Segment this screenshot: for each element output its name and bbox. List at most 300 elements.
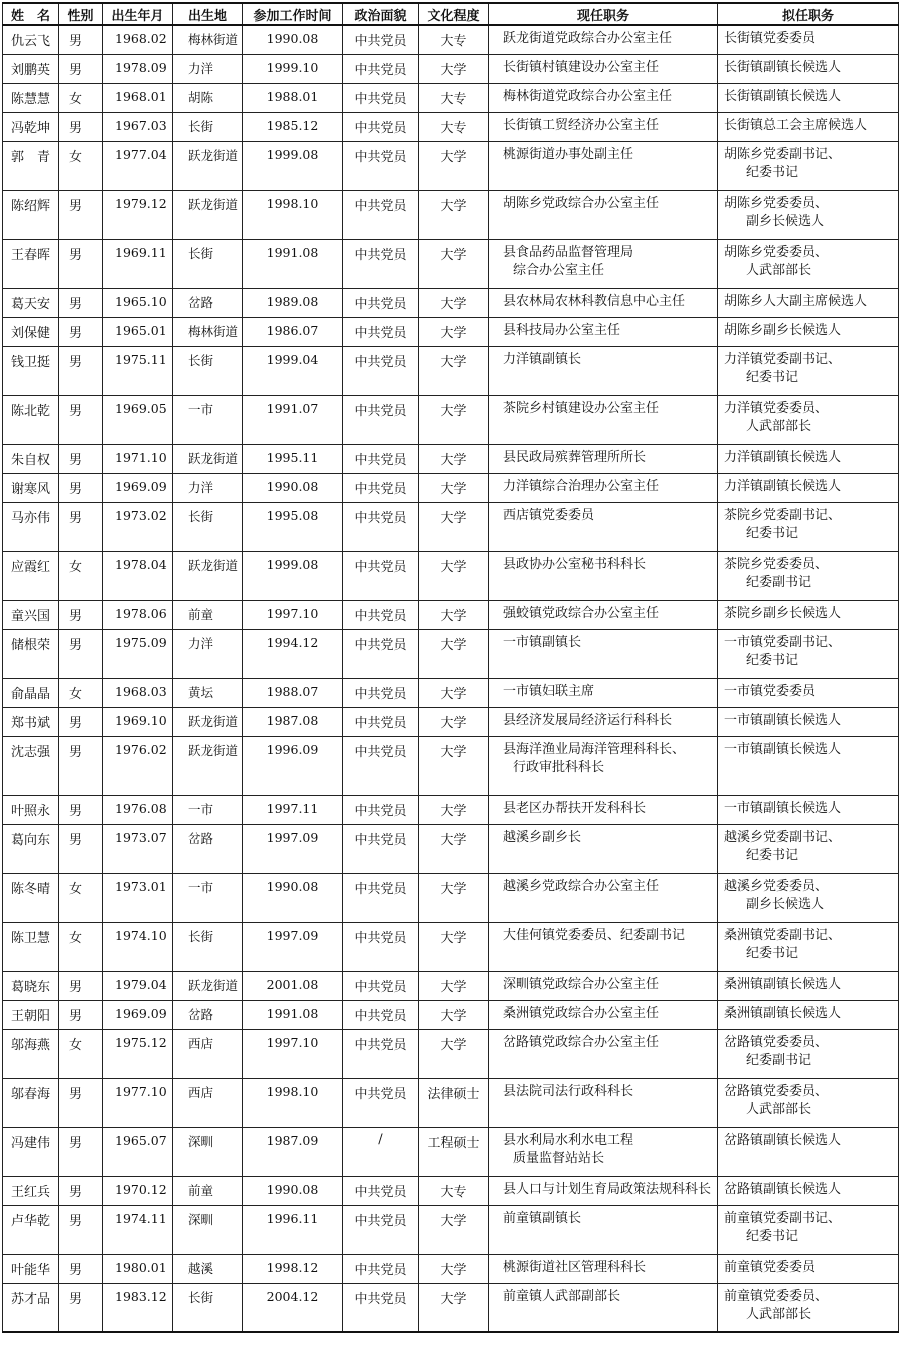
sex-cell: 女 (59, 141, 103, 190)
current-position-cell (489, 1205, 718, 1254)
position-line: 一市镇党委副书记、 (724, 634, 842, 650)
position-line: 力洋镇党委委员、 (724, 400, 829, 416)
position-line: 胡陈乡党委委员、 (724, 244, 829, 260)
position-line: 力洋镇副镇长候选人 (724, 478, 842, 494)
work-start-cell: 1995.11 (243, 444, 343, 473)
position-line: 县人口与计划生育局政策法规科科长 (503, 1181, 712, 1197)
proposed-position-cell (718, 678, 899, 707)
position-line: 县科技局办公室主任 (503, 322, 621, 338)
birthplace-cell: 前童 (173, 1176, 243, 1205)
political-status-cell: 中共党员 (343, 317, 419, 346)
sex-cell: 女 (59, 922, 103, 971)
education-cell: 大学 (419, 190, 489, 239)
position-line: 县老区办帮扶开发科科长 (503, 800, 647, 816)
name-cell: 钱卫挺 (3, 346, 59, 395)
table-row (3, 551, 899, 600)
proposed-position-cell (718, 25, 899, 54)
proposed-position-cell (718, 971, 899, 1000)
birth-date-cell: 1974.11 (103, 1205, 173, 1254)
education-cell: 大学 (419, 502, 489, 551)
birthplace-cell: 黄坛 (173, 678, 243, 707)
proposed-position-cell (718, 83, 899, 112)
political-status-cell: 中共党员 (343, 83, 419, 112)
birth-date-cell: 1968.03 (103, 678, 173, 707)
name-cell: 冯乾坤 (3, 112, 59, 141)
work-start-cell: 1989.08 (243, 288, 343, 317)
political-status-cell: 中共党员 (343, 112, 419, 141)
position-line: 桑洲镇党政综合办公室主任 (503, 1005, 660, 1021)
table-row (3, 1000, 899, 1029)
position-line: 茶院乡副乡长候选人 (724, 605, 842, 621)
sex-cell: 女 (59, 551, 103, 600)
political-status-cell: 中共党员 (343, 1029, 419, 1078)
position-line: 深甽镇党政综合办公室主任 (503, 976, 660, 992)
position-line: 人武部部长 (746, 262, 812, 278)
political-status-cell: 中共党员 (343, 629, 419, 678)
work-start-cell: 1988.01 (243, 83, 343, 112)
education-cell: 大专 (419, 112, 489, 141)
current-position-cell (489, 678, 718, 707)
position-line: 胡陈乡党委副书记、 (724, 146, 842, 162)
position-line: 县水利局水利水电工程 (503, 1132, 634, 1148)
sex-cell: 男 (59, 600, 103, 629)
birth-date-cell: 1979.04 (103, 971, 173, 1000)
birth-date-cell: 1976.08 (103, 795, 173, 824)
position-line: 前童镇副镇长 (503, 1210, 582, 1226)
position-line: 一市镇妇联主席 (503, 683, 595, 699)
table-row (3, 473, 899, 502)
table-row (3, 1254, 899, 1283)
political-status-cell: 中共党员 (343, 736, 419, 795)
proposed-position-cell (718, 736, 899, 795)
political-status-cell: 中共党员 (343, 54, 419, 83)
political-status-cell: 中共党员 (343, 190, 419, 239)
work-start-cell: 1986.07 (243, 317, 343, 346)
table-body (3, 25, 899, 1332)
table-row (3, 600, 899, 629)
name-cell: 沈志强 (3, 736, 59, 795)
sex-cell: 男 (59, 444, 103, 473)
education-cell: 大学 (419, 288, 489, 317)
table-row (3, 141, 899, 190)
education-cell: 大专 (419, 83, 489, 112)
header-row (3, 3, 899, 25)
current-position-cell (489, 473, 718, 502)
position-line: 茶院乡村镇建设办公室主任 (503, 400, 660, 416)
proposed-position-cell (718, 707, 899, 736)
birth-date-cell: 1969.09 (103, 1000, 173, 1029)
table-row (3, 190, 899, 239)
work-start-cell: 1999.04 (243, 346, 343, 395)
current-position-cell (489, 736, 718, 795)
proposed-position-cell (718, 239, 899, 288)
education-cell: 大学 (419, 678, 489, 707)
work-start-cell: 2004.12 (243, 1283, 343, 1332)
current-position-cell (489, 600, 718, 629)
political-status-cell: 中共党员 (343, 824, 419, 873)
proposed-position-cell (718, 502, 899, 551)
name-cell: 朱自权 (3, 444, 59, 473)
proposed-position-cell (718, 795, 899, 824)
birthplace-cell: 跃龙街道 (173, 736, 243, 795)
name-cell: 俞晶晶 (3, 678, 59, 707)
birthplace-cell: 胡陈 (173, 83, 243, 112)
proposed-position-cell (718, 1029, 899, 1078)
position-line: 人武部部长 (746, 1306, 812, 1322)
proposed-position-cell (718, 288, 899, 317)
education-cell: 大学 (419, 1000, 489, 1029)
position-line: 茶院乡党委副书记、 (724, 507, 842, 523)
position-line: 纪委书记 (746, 164, 799, 180)
birth-date-cell: 1973.02 (103, 502, 173, 551)
name-cell: 冯建伟 (3, 1127, 59, 1176)
sex-cell: 女 (59, 83, 103, 112)
name-cell: 刘鹏英 (3, 54, 59, 83)
political-status-cell: 中共党员 (343, 141, 419, 190)
birth-date-cell: 1974.10 (103, 922, 173, 971)
position-line: 副乡长候选人 (746, 213, 825, 229)
birth-date-cell: 1977.04 (103, 141, 173, 190)
birth-date-cell: 1975.12 (103, 1029, 173, 1078)
birthplace-cell: 西店 (173, 1078, 243, 1127)
sex-cell: 男 (59, 824, 103, 873)
sex-cell: 男 (59, 288, 103, 317)
work-start-cell: 1997.10 (243, 1029, 343, 1078)
position-line: 前童镇人武部副部长 (503, 1288, 621, 1304)
birth-date-cell: 1967.03 (103, 112, 173, 141)
birthplace-cell: 力洋 (173, 473, 243, 502)
header-name: 姓 名 (3, 3, 59, 25)
position-line: 胡陈乡人大副主席候选人 (724, 293, 868, 309)
position-line: 长街镇副镇长候选人 (724, 59, 842, 75)
position-line: 一市镇党委委员 (724, 683, 816, 699)
position-line: 县食品药品监督管理局 (503, 244, 634, 260)
current-position-cell (489, 922, 718, 971)
work-start-cell: 1987.08 (243, 707, 343, 736)
proposed-position-cell (718, 1254, 899, 1283)
name-cell: 陈冬晴 (3, 873, 59, 922)
current-position-cell (489, 1283, 718, 1332)
position-line: 县经济发展局经济运行科科长 (503, 712, 673, 728)
birth-date-cell: 1975.11 (103, 346, 173, 395)
table-row (3, 1127, 899, 1176)
name-cell: 邬春海 (3, 1078, 59, 1127)
header-sex: 性别 (59, 3, 103, 25)
birth-date-cell: 1980.01 (103, 1254, 173, 1283)
current-position-cell (489, 1078, 718, 1127)
position-line: 一市镇副镇长 (503, 634, 582, 650)
birthplace-cell: 跃龙街道 (173, 971, 243, 1000)
education-cell: 大学 (419, 444, 489, 473)
work-start-cell: 1997.09 (243, 824, 343, 873)
table-row (3, 707, 899, 736)
birthplace-cell: 长街 (173, 346, 243, 395)
birthplace-cell: 岔路 (173, 824, 243, 873)
birthplace-cell: 前童 (173, 600, 243, 629)
political-status-cell: 中共党员 (343, 922, 419, 971)
birthplace-cell: 一市 (173, 873, 243, 922)
position-line: 质量监督站站长 (513, 1150, 605, 1166)
position-line: 综合办公室主任 (513, 262, 605, 278)
proposed-position-cell (718, 141, 899, 190)
proposed-position-cell (718, 873, 899, 922)
birth-date-cell: 1973.07 (103, 824, 173, 873)
table-row (3, 395, 899, 444)
birth-date-cell: 1973.01 (103, 873, 173, 922)
birth-date-cell: 1979.12 (103, 190, 173, 239)
birthplace-cell: 跃龙街道 (173, 141, 243, 190)
header-education: 文化程度 (419, 3, 489, 25)
name-cell: 王朝阳 (3, 1000, 59, 1029)
sex-cell: 女 (59, 873, 103, 922)
current-position-cell (489, 190, 718, 239)
education-cell: 大学 (419, 1029, 489, 1078)
work-start-cell: 1996.11 (243, 1205, 343, 1254)
table-row (3, 629, 899, 678)
position-line: 一市镇副镇长候选人 (724, 741, 842, 757)
position-line: 越溪乡党委副书记、 (724, 829, 842, 845)
position-line: 力洋镇副镇长候选人 (724, 449, 842, 465)
proposed-position-cell (718, 54, 899, 83)
political-status-cell: 中共党员 (343, 600, 419, 629)
sex-cell: 男 (59, 1127, 103, 1176)
table-row (3, 444, 899, 473)
birthplace-cell: 一市 (173, 795, 243, 824)
position-line: 岔路镇党委委员、 (724, 1034, 829, 1050)
birthplace-cell: 跃龙街道 (173, 551, 243, 600)
table-row (3, 873, 899, 922)
birthplace-cell: 深甽 (173, 1127, 243, 1176)
education-cell: 大学 (419, 239, 489, 288)
sex-cell: 男 (59, 190, 103, 239)
name-cell: 陈绍辉 (3, 190, 59, 239)
position-line: 越溪乡党政综合办公室主任 (503, 878, 660, 894)
current-position-cell (489, 54, 718, 83)
birth-date-cell: 1969.11 (103, 239, 173, 288)
table-row (3, 678, 899, 707)
political-status-cell: 中共党员 (343, 795, 419, 824)
political-status-cell: 中共党员 (343, 678, 419, 707)
current-position-cell (489, 112, 718, 141)
name-cell: 谢寒风 (3, 473, 59, 502)
sex-cell: 男 (59, 1283, 103, 1332)
sex-cell: 男 (59, 971, 103, 1000)
current-position-cell (489, 502, 718, 551)
proposed-position-cell (718, 1205, 899, 1254)
education-cell: 大学 (419, 473, 489, 502)
work-start-cell: 1991.08 (243, 239, 343, 288)
work-start-cell: 1997.10 (243, 600, 343, 629)
work-start-cell: 2001.08 (243, 971, 343, 1000)
proposed-position-cell (718, 1176, 899, 1205)
education-cell: 大学 (419, 736, 489, 795)
name-cell: 王春晖 (3, 239, 59, 288)
table-row (3, 25, 899, 54)
position-line: 纪委书记 (746, 369, 799, 385)
position-line: 行政审批科科长 (513, 759, 605, 775)
position-line: 桑洲镇副镇长候选人 (724, 976, 842, 992)
current-position-cell (489, 444, 718, 473)
birthplace-cell: 跃龙街道 (173, 707, 243, 736)
birth-date-cell: 1969.09 (103, 473, 173, 502)
position-line: 纪委书记 (746, 1228, 799, 1244)
sex-cell: 女 (59, 1029, 103, 1078)
current-position-cell (489, 239, 718, 288)
position-line: 长街镇总工会主席候选人 (724, 117, 868, 133)
current-position-cell (489, 971, 718, 1000)
political-status-cell: 中共党员 (343, 873, 419, 922)
birth-date-cell: 1965.07 (103, 1127, 173, 1176)
sex-cell: 男 (59, 1000, 103, 1029)
political-status-cell: 中共党员 (343, 1283, 419, 1332)
sex-cell: 男 (59, 54, 103, 83)
current-position-cell (489, 25, 718, 54)
education-cell: 大学 (419, 54, 489, 83)
position-line: 前童镇党委副书记、 (724, 1210, 842, 1226)
education-cell: 大学 (419, 317, 489, 346)
name-cell: 陈北乾 (3, 395, 59, 444)
sex-cell: 男 (59, 112, 103, 141)
birthplace-cell: 长街 (173, 502, 243, 551)
table-row (3, 239, 899, 288)
education-cell: 大学 (419, 1205, 489, 1254)
position-line: 长街镇党委委员 (724, 31, 816, 46)
work-start-cell: 1990.08 (243, 873, 343, 922)
work-start-cell: 1999.10 (243, 54, 343, 83)
birthplace-cell: 跃龙街道 (173, 190, 243, 239)
education-cell: 大学 (419, 600, 489, 629)
political-status-cell: 中共党员 (343, 1176, 419, 1205)
work-start-cell: 1997.11 (243, 795, 343, 824)
sex-cell: 男 (59, 25, 103, 54)
birthplace-cell: 一市 (173, 395, 243, 444)
work-start-cell: 1991.08 (243, 1000, 343, 1029)
table-row (3, 1078, 899, 1127)
position-line: 桃源街道办事处副主任 (503, 146, 634, 162)
birthplace-cell: 力洋 (173, 54, 243, 83)
position-line: 胡陈乡党委委员、 (724, 195, 829, 211)
work-start-cell: 1999.08 (243, 551, 343, 600)
position-line: 越溪乡副乡长 (503, 829, 582, 845)
position-line: 县海洋渔业局海洋管理科科长、 (503, 741, 686, 757)
birth-date-cell: 1978.09 (103, 54, 173, 83)
political-status-cell: 中共党员 (343, 1254, 419, 1283)
header-birth: 出生年月 (103, 3, 173, 25)
birth-date-cell: 1969.10 (103, 707, 173, 736)
position-line: 长街镇村镇建设办公室主任 (503, 59, 660, 75)
proposed-position-cell (718, 395, 899, 444)
political-status-cell: 中共党员 (343, 25, 419, 54)
current-position-cell (489, 795, 718, 824)
work-start-cell: 1998.10 (243, 190, 343, 239)
name-cell: 陈卫慧 (3, 922, 59, 971)
name-cell: 叶能华 (3, 1254, 59, 1283)
position-line: 长街镇工贸经济办公室主任 (503, 117, 660, 133)
position-line: 长街镇副镇长候选人 (724, 88, 842, 104)
sex-cell: 男 (59, 1078, 103, 1127)
table-row (3, 795, 899, 824)
position-line: 纪委书记 (746, 525, 799, 541)
position-line: 岔路镇党政综合办公室主任 (503, 1034, 660, 1050)
birth-date-cell: 1971.10 (103, 444, 173, 473)
name-cell: 刘保健 (3, 317, 59, 346)
birth-date-cell: 1965.01 (103, 317, 173, 346)
proposed-position-cell (718, 473, 899, 502)
header-birthplace: 出生地 (173, 3, 243, 25)
work-start-cell: 1987.09 (243, 1127, 343, 1176)
education-cell: 大专 (419, 25, 489, 54)
education-cell: 法律硕士 (419, 1078, 489, 1127)
position-line: 纪委副书记 (746, 1052, 812, 1068)
birth-date-cell: 1983.12 (103, 1283, 173, 1332)
birth-date-cell: 1977.10 (103, 1078, 173, 1127)
work-start-cell: 1996.09 (243, 736, 343, 795)
work-start-cell: 1990.08 (243, 1176, 343, 1205)
current-position-cell (489, 288, 718, 317)
current-position-cell (489, 707, 718, 736)
education-cell: 工程硕士 (419, 1127, 489, 1176)
work-start-cell: 1990.08 (243, 473, 343, 502)
proposed-position-cell (718, 346, 899, 395)
table-row (3, 736, 899, 795)
proposed-position-cell (718, 551, 899, 600)
birth-date-cell: 1969.05 (103, 395, 173, 444)
birthplace-cell: 长街 (173, 922, 243, 971)
table-row (3, 1205, 899, 1254)
header-current-position: 现任职务 (489, 3, 718, 25)
proposed-position-cell (718, 190, 899, 239)
position-line: 大佳何镇党委委员、纪委副书记 (503, 927, 686, 943)
table-row (3, 922, 899, 971)
education-cell: 大学 (419, 922, 489, 971)
position-line: 副乡长候选人 (746, 896, 825, 912)
sex-cell: 男 (59, 502, 103, 551)
position-line: 纪委书记 (746, 652, 799, 668)
current-position-cell (489, 1254, 718, 1283)
name-cell: 童兴国 (3, 600, 59, 629)
table-row (3, 1029, 899, 1078)
birthplace-cell: 长街 (173, 1283, 243, 1332)
proposed-position-cell (718, 1078, 899, 1127)
political-status-cell: 中共党员 (343, 1078, 419, 1127)
position-line: 一市镇副镇长候选人 (724, 800, 842, 816)
position-line: 人武部部长 (746, 418, 812, 434)
current-position-cell (489, 551, 718, 600)
name-cell: 葛天安 (3, 288, 59, 317)
sex-cell: 男 (59, 736, 103, 795)
position-line: 县民政局殡葬管理所所长 (503, 449, 647, 465)
birthplace-cell: 梅林街道 (173, 25, 243, 54)
current-position-cell (489, 346, 718, 395)
birthplace-cell: 岔路 (173, 1000, 243, 1029)
position-line: 纪委书记 (746, 945, 799, 961)
header-political-status: 政治面貌 (343, 3, 419, 25)
name-cell: 卢华乾 (3, 1205, 59, 1254)
sex-cell: 男 (59, 317, 103, 346)
sex-cell: 男 (59, 239, 103, 288)
work-start-cell: 1998.12 (243, 1254, 343, 1283)
education-cell: 大学 (419, 824, 489, 873)
sex-cell: 男 (59, 629, 103, 678)
table-row (3, 346, 899, 395)
political-status-cell: 中共党员 (343, 1205, 419, 1254)
name-cell: 陈慧慧 (3, 83, 59, 112)
sex-cell: 男 (59, 346, 103, 395)
proposed-position-cell (718, 1000, 899, 1029)
position-line: 岔路镇党委委员、 (724, 1083, 829, 1099)
name-cell: 郭 青 (3, 141, 59, 190)
proposed-position-cell (718, 1127, 899, 1176)
